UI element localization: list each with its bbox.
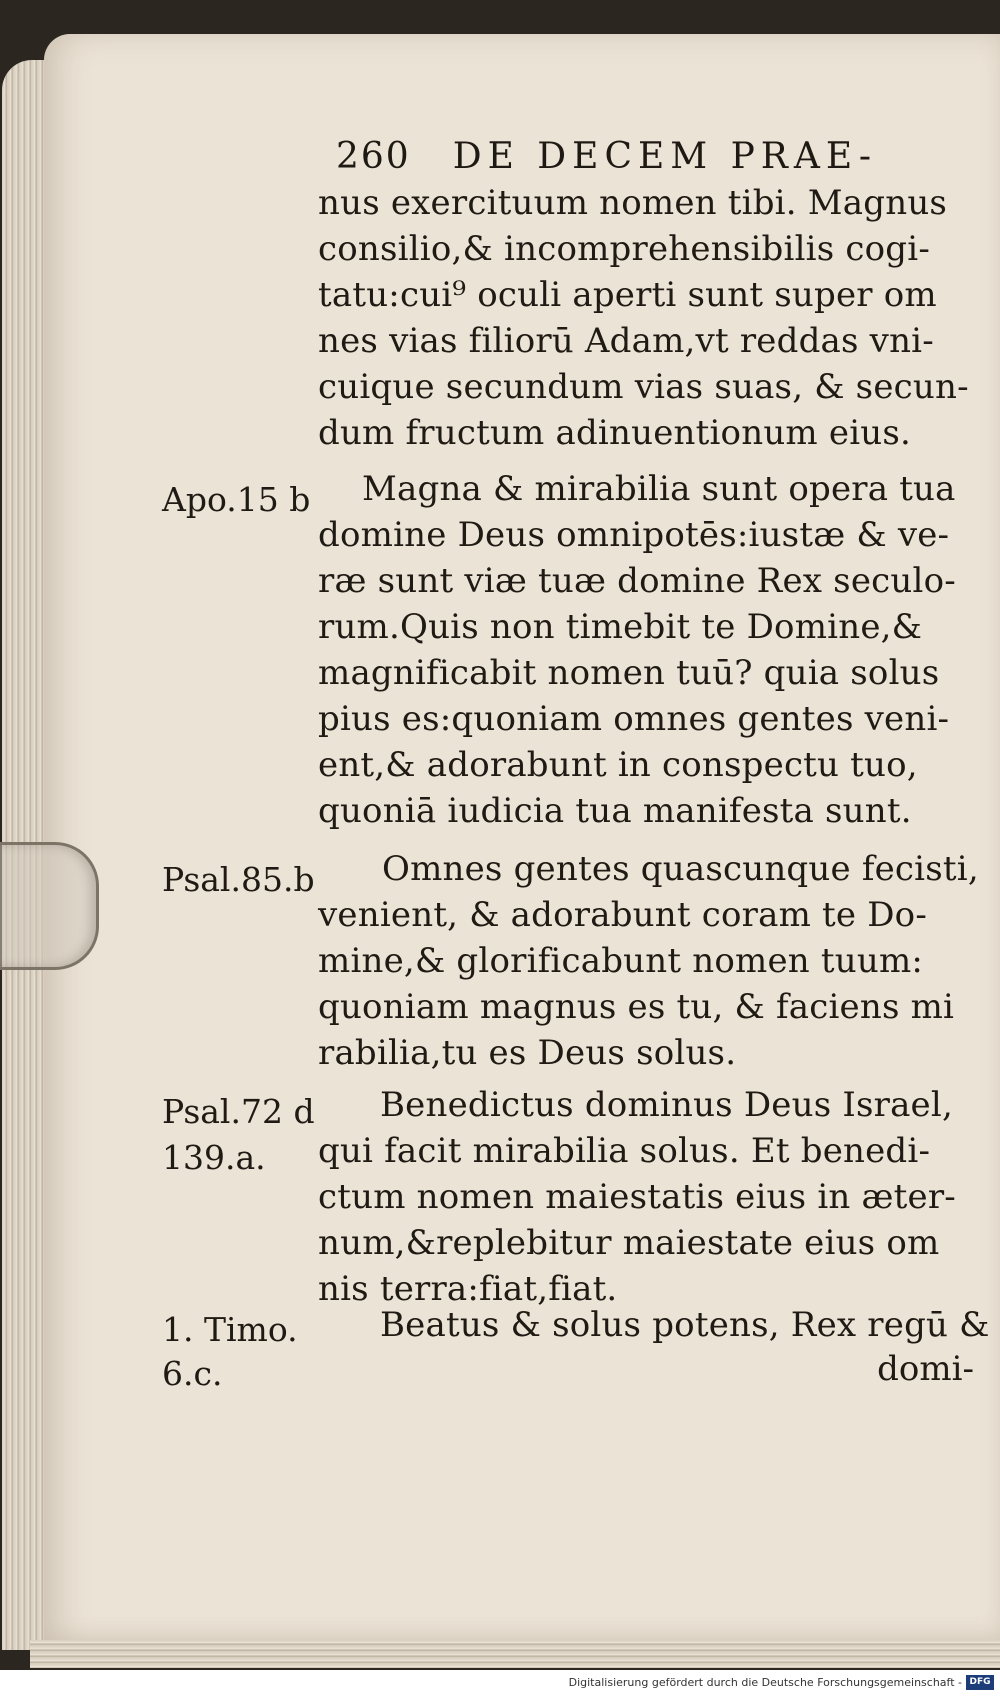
body-line: dum fructum adinuentionum eius. [318, 413, 912, 453]
page-stack-bottom-edge [30, 1640, 1000, 1668]
funding-credit: Digitalisierung gefördert durch die Deutsche Forschungsgemeinschaft - [568, 1676, 962, 1689]
margin-note: Psal.85.b [162, 860, 315, 899]
page-number: 260 [336, 136, 411, 177]
body-line: quoniā iudicia tua manifesta sunt. [318, 791, 912, 831]
body-line: cuique secundum vias suas, & secun- [318, 367, 969, 407]
body-line: tatu:cui⁹ oculi aperti sunt super om [318, 275, 937, 315]
dfg-logo: DFG [966, 1675, 994, 1690]
running-header [336, 136, 896, 186]
body-line: nes vias filiorū Adam,vt reddas vni- [318, 321, 934, 361]
body-line: ctum nomen maiestatis eius in æter- [318, 1177, 956, 1217]
margin-note: Apo.15 b [162, 480, 311, 519]
body-line: magnificabit nomen tuū? quia solus [318, 653, 940, 693]
body-line: ræ sunt viæ tuæ domine Rex seculo- [318, 561, 956, 601]
body-line: num,&replebitur maiestate eius om [318, 1223, 940, 1263]
body-line: Magna & mirabilia sunt opera tua [362, 469, 956, 509]
body-line: quoniam magnus es tu, & faciens mi [318, 987, 955, 1027]
margin-note: 139.a. [162, 1138, 266, 1177]
body-line: pius es:quoniam omnes gentes veni- [318, 699, 950, 739]
body-line: ent,& adorabunt in conspectu tuo, [318, 745, 918, 785]
body-line: qui facit mirabilia solus. Et benedi- [318, 1131, 931, 1171]
body-line: mine,& glorificabunt nomen tuum: [318, 941, 924, 981]
body-line: Benedictus dominus Deus Israel, [380, 1085, 953, 1125]
body-line: consilio,& incomprehensibilis cogi- [318, 229, 931, 269]
body-line: nis terra:fiat,fiat. [318, 1269, 618, 1309]
catchword: domi- [877, 1349, 974, 1389]
body-line: domine Deus omnipotēs:iustæ & ve- [318, 515, 950, 555]
body-line: rum.Quis non timebit te Domine,& [318, 607, 923, 647]
running-head-title: DE DECEM PRAE- [452, 136, 878, 177]
margin-note: Psal.72 d [162, 1092, 315, 1131]
margin-note: 1. Timo. [162, 1310, 298, 1349]
margin-note: 6.c. [162, 1354, 223, 1393]
body-line: venient, & adorabunt coram te Do- [318, 895, 928, 935]
body-line: Omnes gentes quascunque fecisti, [382, 849, 979, 889]
footer-bar [0, 1670, 1000, 1699]
page-clip [0, 842, 99, 970]
body-line: Beatus & solus potens, Rex regū & [380, 1305, 990, 1345]
body-line: rabilia,tu es Deus solus. [318, 1033, 737, 1073]
body-line: nus exercituum nomen tibi. Magnus [318, 183, 948, 223]
